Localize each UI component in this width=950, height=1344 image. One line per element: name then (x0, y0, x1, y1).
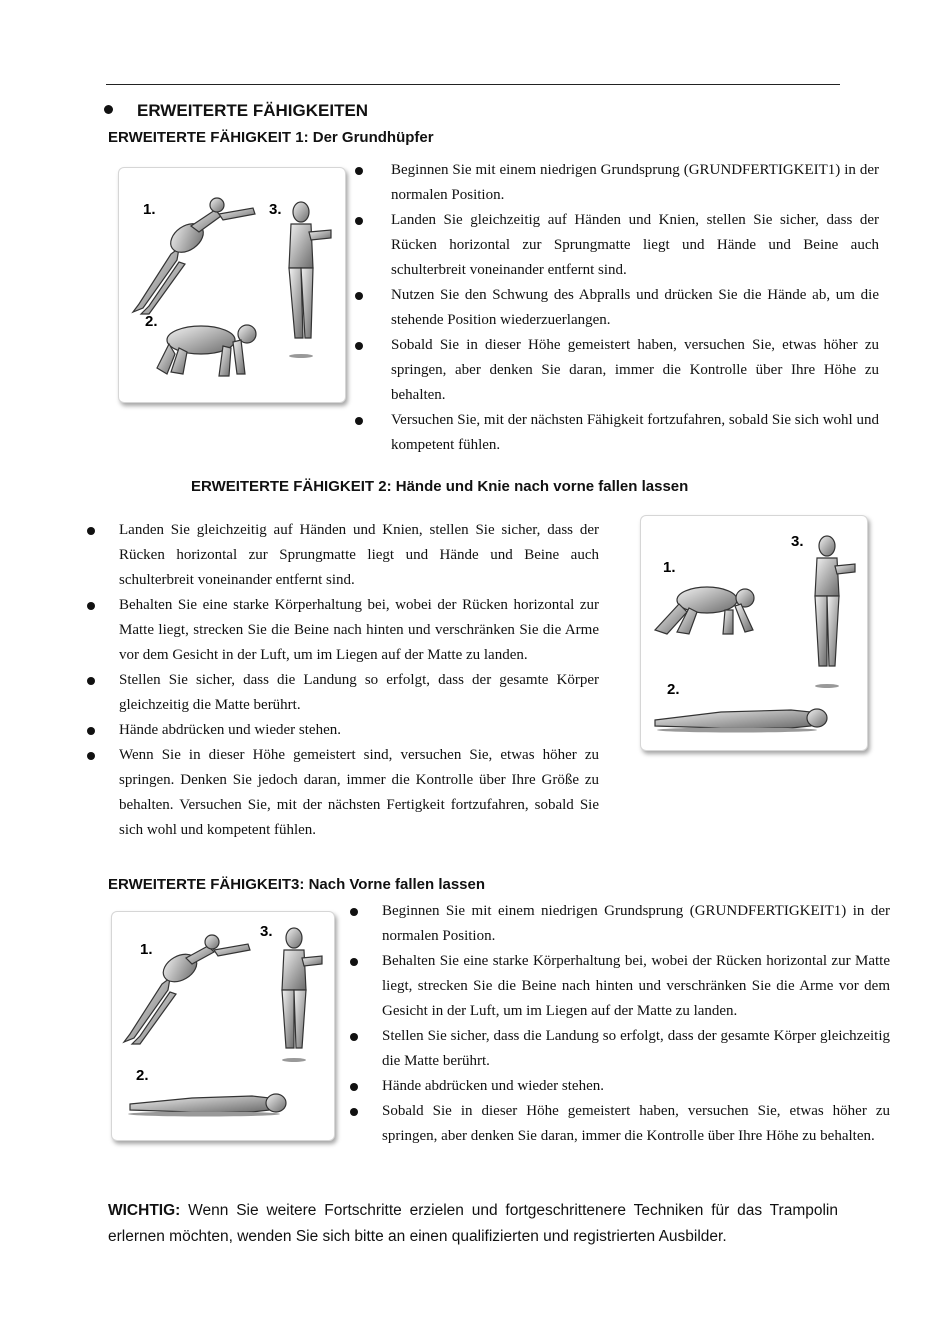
standing-figure-icon (815, 536, 855, 666)
skill1-bullet-list (391, 158, 879, 458)
figure-label-1: 1. (663, 559, 676, 576)
important-note (108, 1198, 838, 1250)
important-label: WICHTIG: (108, 1202, 181, 1219)
list-item: Beginnen Sie mit einem niedrigen Grundsprung (GRUNDFERTIGKEIT1) in der normalen Position. (391, 158, 879, 208)
list-item: Versuchen Sie, mit der nächsten Fähigkeit fortzufahren, sobald Sie sich wohl und kompetent fühlen. (391, 408, 879, 458)
skill3-heading: ERWEITERTE FÄHIGKEIT3: Nach Vorne fallen lassen (108, 876, 486, 893)
figure-label-3: 3. (269, 201, 282, 218)
top-rule (106, 84, 840, 85)
shadow-icon (815, 684, 839, 688)
lying-figure-icon (130, 1094, 286, 1112)
figure-label-3: 3. (791, 533, 804, 550)
list-item: Landen Sie gleichzeitig auf Händen und Knien, stellen Sie sicher, dass der Rücken horizontal zur Sprungmatte liegt und Hände und Beine auch schulterbreit voneinander entfernt sind. (119, 518, 599, 593)
figure-label-2: 2. (145, 313, 158, 330)
list-item: Wenn Sie in dieser Höhe gemeistert sind, versuchen Sie, etwas höher zu springen. Denken Sie jedoch daran, immer die Kontrolle über Ihre Größe zu behalten. Versuchen Sie, mit der nächsten Fertigkeit fortzufahren, sobald Sie sich wohl und kompetent fühlen. (119, 743, 599, 843)
hands-knees-figure-icon (655, 587, 754, 634)
list-item: Behalten Sie eine starke Körperhaltung bei, wobei der Rücken horizontal zur Matte liegt, strecken Sie die Beine nach hinten und verschränken Sie die Arme vor dem Gesicht in der Luft, um im Liegen auf der Matte zu landen. (382, 949, 890, 1024)
skill3-illustration (111, 911, 335, 1141)
standing-figure-icon (282, 928, 322, 1048)
skill2-illustration (640, 515, 868, 751)
important-text: Wenn Sie weitere Fortschritte erzielen und fortgeschrittenere Techniken für das Trampolin erlernen möchten, wenden Sie sich bitte an einen qualifizierten und registrierten Ausbilder. (108, 1202, 838, 1245)
skill1-illustration (118, 167, 346, 403)
list-item: Stellen Sie sicher, dass die Landung so erfolgt, dass der gesamte Körper gleichzeitig die Matte berührt. (119, 668, 599, 718)
hands-knees-figure-icon (157, 325, 256, 376)
list-item: Sobald Sie in dieser Höhe gemeistert haben, versuchen Sie, etwas höher zu springen, aber denken Sie daran, immer die Kontrolle über Ihre Höhe zu behalten. (391, 333, 879, 408)
list-item: Hände abdrücken und wieder stehen. (119, 718, 599, 743)
list-item: Sobald Sie in dieser Höhe gemeistert haben, versuchen Sie, etwas höher zu springen, aber denken Sie daran, immer die Kontrolle über Ihre Höhe zu behalten. (382, 1099, 890, 1149)
list-item: Behalten Sie eine starke Körperhaltung bei, wobei der Rücken horizontal zur Matte liegt, strecken Sie die Beine nach hinten und verschränken Sie die Arme vor dem Gesicht in der Luft, um im Liegen auf der Matte zu landen. (119, 593, 599, 668)
figure-label-3: 3. (260, 923, 273, 940)
shadow-icon (657, 728, 817, 733)
list-item: Hände abdrücken und wieder stehen. (382, 1074, 890, 1099)
main-heading: ERWEITERTE FÄHIGKEITEN (104, 101, 368, 121)
skill2-bullet-list (119, 518, 599, 843)
shadow-icon (128, 1112, 280, 1117)
bullet-icon (104, 105, 113, 114)
list-item: Nutzen Sie den Schwung des Abpralls und drücken Sie die Hände ab, um die stehende Position wiederzuerlangen. (391, 283, 879, 333)
figure-label-2: 2. (136, 1067, 149, 1084)
figure-label-2: 2. (667, 681, 680, 698)
skill2-heading: ERWEITERTE FÄHIGKEIT 2: Hände und Knie nach vorne fallen lassen (191, 478, 689, 495)
shadow-icon (282, 1058, 306, 1062)
list-item: Beginnen Sie mit einem niedrigen Grundsprung (GRUNDFERTIGKEIT1) in der normalen Position. (382, 899, 890, 949)
skill3-bullet-list (382, 899, 890, 1149)
figure-label-1: 1. (143, 201, 156, 218)
list-item: Landen Sie gleichzeitig auf Händen und Knien, stellen Sie sicher, dass der Rücken horizontal zur Sprungmatte liegt und Hände und Beine auch schulterbreit voneinander entfernt sind. (391, 208, 879, 283)
list-item: Stellen Sie sicher, dass die Landung so erfolgt, dass der gesamte Körper gleichzeitig die Matte berührt. (382, 1024, 890, 1074)
figure-label-1: 1. (140, 941, 153, 958)
lying-figure-icon (655, 709, 827, 728)
standing-figure-icon (289, 202, 331, 338)
shadow-icon (289, 354, 313, 358)
skill1-heading: ERWEITERTE FÄHIGKEIT 1: Der Grundhüpfer (108, 129, 434, 146)
